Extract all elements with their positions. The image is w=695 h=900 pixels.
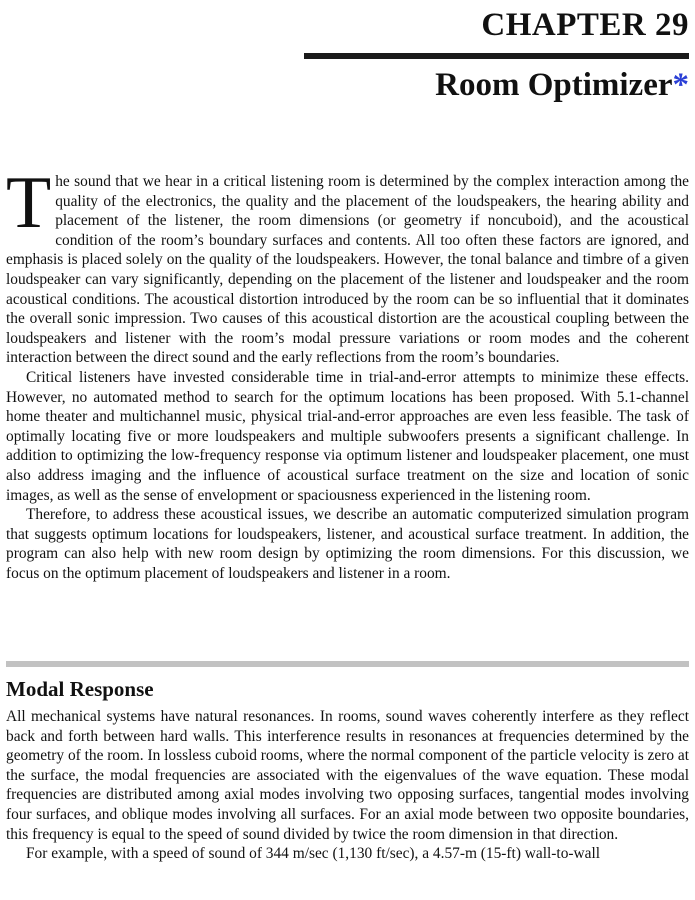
section-rule	[6, 661, 689, 667]
chapter-title-text: Room Optimizer	[435, 67, 673, 103]
chapter-rule	[304, 53, 689, 59]
intro-paragraph-1-text: he sound that we hear in a critical listening room is determined by the complex interaction among the quality of the electronics, the quality and the placement of the loudspeakers, the hearing ability and placement of the listener, the room dimensions (or geometry if noncuboid), and the acoustical condition of the room’s boundary surfaces and contents. All too often these factors are ignored, and emphasis is placed solely on the quality of the loudspeakers. However, the tonal balance and timbre of a given loudspeaker can vary significantly, depending on the placement of the listener and loudspeaker and the room acoustical conditions. The acoustical distortion introduced by the room can be so influential that it dominates the overall sonic impression. Two causes of this acoustical distortion are the acoustical coupling between the loudspeakers and listener with the room’s modal pressure variations or room modes and the coherent interaction between the direct sound and the early reflections from the room’s boundaries.	[6, 173, 689, 367]
chapter-title	[435, 66, 689, 104]
intro-paragraph-1	[6, 162, 689, 368]
intro-text	[6, 162, 689, 583]
drop-cap: T	[6, 162, 52, 244]
intro-paragraph-2: Critical listeners have invested considerable time in trial-and-error attempts to minimize these effects. However, no automated method to search for the optimum locations has been proposed. With 5.1-channel home theater and multichannel music, physical trial-and-error approaches are even less feasible. The task of optimally locating five or more loudspeakers and multiple subwoofers presents a significant challenge. In addition to optimizing the low-frequency response via optimum listener and loudspeaker placement, one must also address imaging and the influence of acoustical surface treatment on the size and location of sonic images, as well as the sense of envelopment or spaciousness experienced in the listening room.	[6, 368, 689, 504]
chapter-label: CHAPTER 29	[481, 7, 689, 43]
section-paragraph-2: For example, with a speed of sound of 344 m/sec (1,130 ft/sec), a 4.57-m (15-ft) wall-to-wall	[26, 845, 601, 863]
intro-paragraph-3: Therefore, to address these acoustical issues, we describe an automatic computerized simulation program that suggests optimum locations for loudspeakers, listener, and acoustical surface treatment. In addition, the program can also help with new room design by optimizing the room dimensions. For this discussion, we focus on the optimum placement of loudspeakers and listener in a room.	[6, 506, 689, 582]
section-paragraph-1: All mechanical systems have natural resonances. In rooms, sound waves coherently interfere as they reflect back and forth between hard walls. This interference results in resonances at frequencies determined by the geometry of the room. In lossless cuboid rooms, where the normal component of the particle velocity is zero at the surface, the modal frequencies are associated with the eigenvalues of the wave equation. These modal frequencies are distributed among axial modes involving two opposing surfaces, tangential modes involving four surfaces, and oblique modes involving all surfaces. For an axial mode between two opposite boundaries, this frequency is equal to the speed of sound divided by twice the room dimension in that direction.	[6, 708, 689, 843]
section-heading: Modal Response	[6, 677, 154, 701]
footnote-marker[interactable]: *	[672, 67, 689, 103]
section-text	[6, 707, 689, 864]
